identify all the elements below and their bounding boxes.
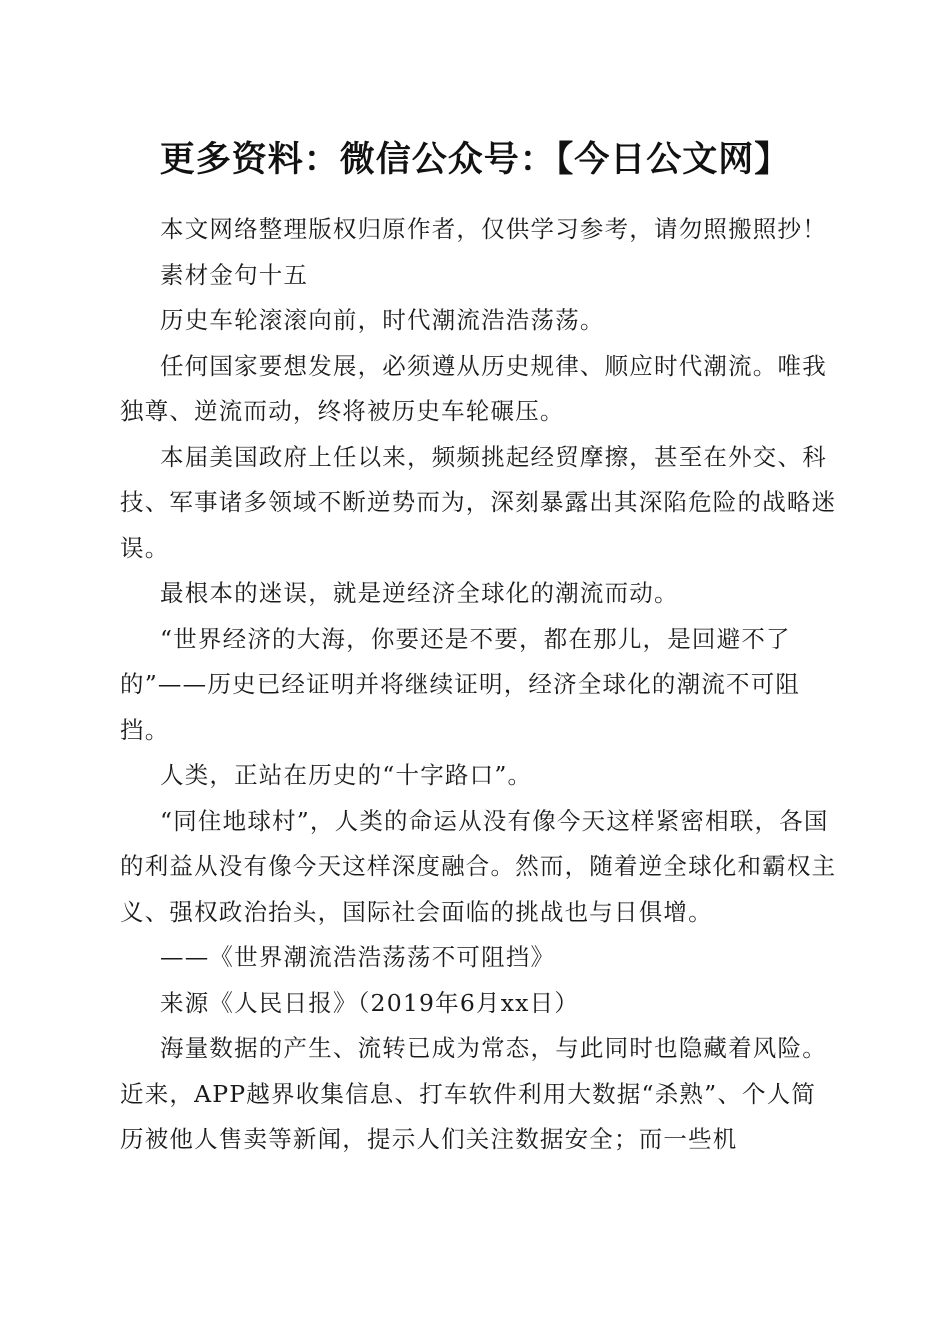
paragraph: 任何国家要想发展，必须遵从历史规律、顺应时代潮流。唯我独尊、逆流而动，终将被历史车轮碾压。 bbox=[120, 351, 827, 425]
paragraph-article-title: ——《世界潮流浩浩荡荡不可阻挡》 bbox=[160, 943, 556, 971]
paragraph-section-heading: 素材金句十五 bbox=[160, 260, 309, 289]
paragraph: 人类，正站在历史的“十字路口”。 bbox=[160, 761, 533, 789]
paragraph: 最根本的迷误，就是逆经济全球化的潮流而动。 bbox=[160, 579, 679, 607]
paragraph-quote: “世界经济的大海，你要还是不要，都在那儿，是回避不了的”——历史已经证明并将继续证明，经济全球化的潮流不可阻挡。 bbox=[120, 624, 801, 744]
paragraph: 本届美国政府上任以来，频频挑起经贸摩擦，甚至在外交、科技、军事诸多领域不断逆势而为，深刻暴露出其深陷危险的战略迷误。 bbox=[120, 442, 837, 562]
paragraph: “同住地球村”，人类的命运从没有像今天这样紧密相联，各国的利益从没有像今天这样深度融合。然而，随着逆全球化和霸权主义、强权政治抬头，国际社会面临的挑战也与日俱增。 bbox=[120, 806, 837, 926]
paragraph-disclaimer: 本文网络整理版权归原作者，仅供学习参考，请勿照搬照抄！ bbox=[160, 215, 827, 243]
document-title: 更多资料：微信公众号：【今日公文网】 bbox=[159, 140, 791, 180]
document-body bbox=[120, 207, 840, 1163]
paragraph-source: 来源《人民日报》（2019年6月xx日） bbox=[160, 988, 580, 1017]
paragraph: 历史车轮滚滚向前，时代潮流浩浩荡荡。 bbox=[160, 306, 605, 334]
paragraph: 海量数据的产生、流转已成为常态，与此同时也隐藏着风险。近来，APP越界收集信息、打车软件利用大数据“杀熟”、个人简历被他人售卖等新闻，提示人们关注数据安全；而一些机 bbox=[120, 1034, 827, 1153]
